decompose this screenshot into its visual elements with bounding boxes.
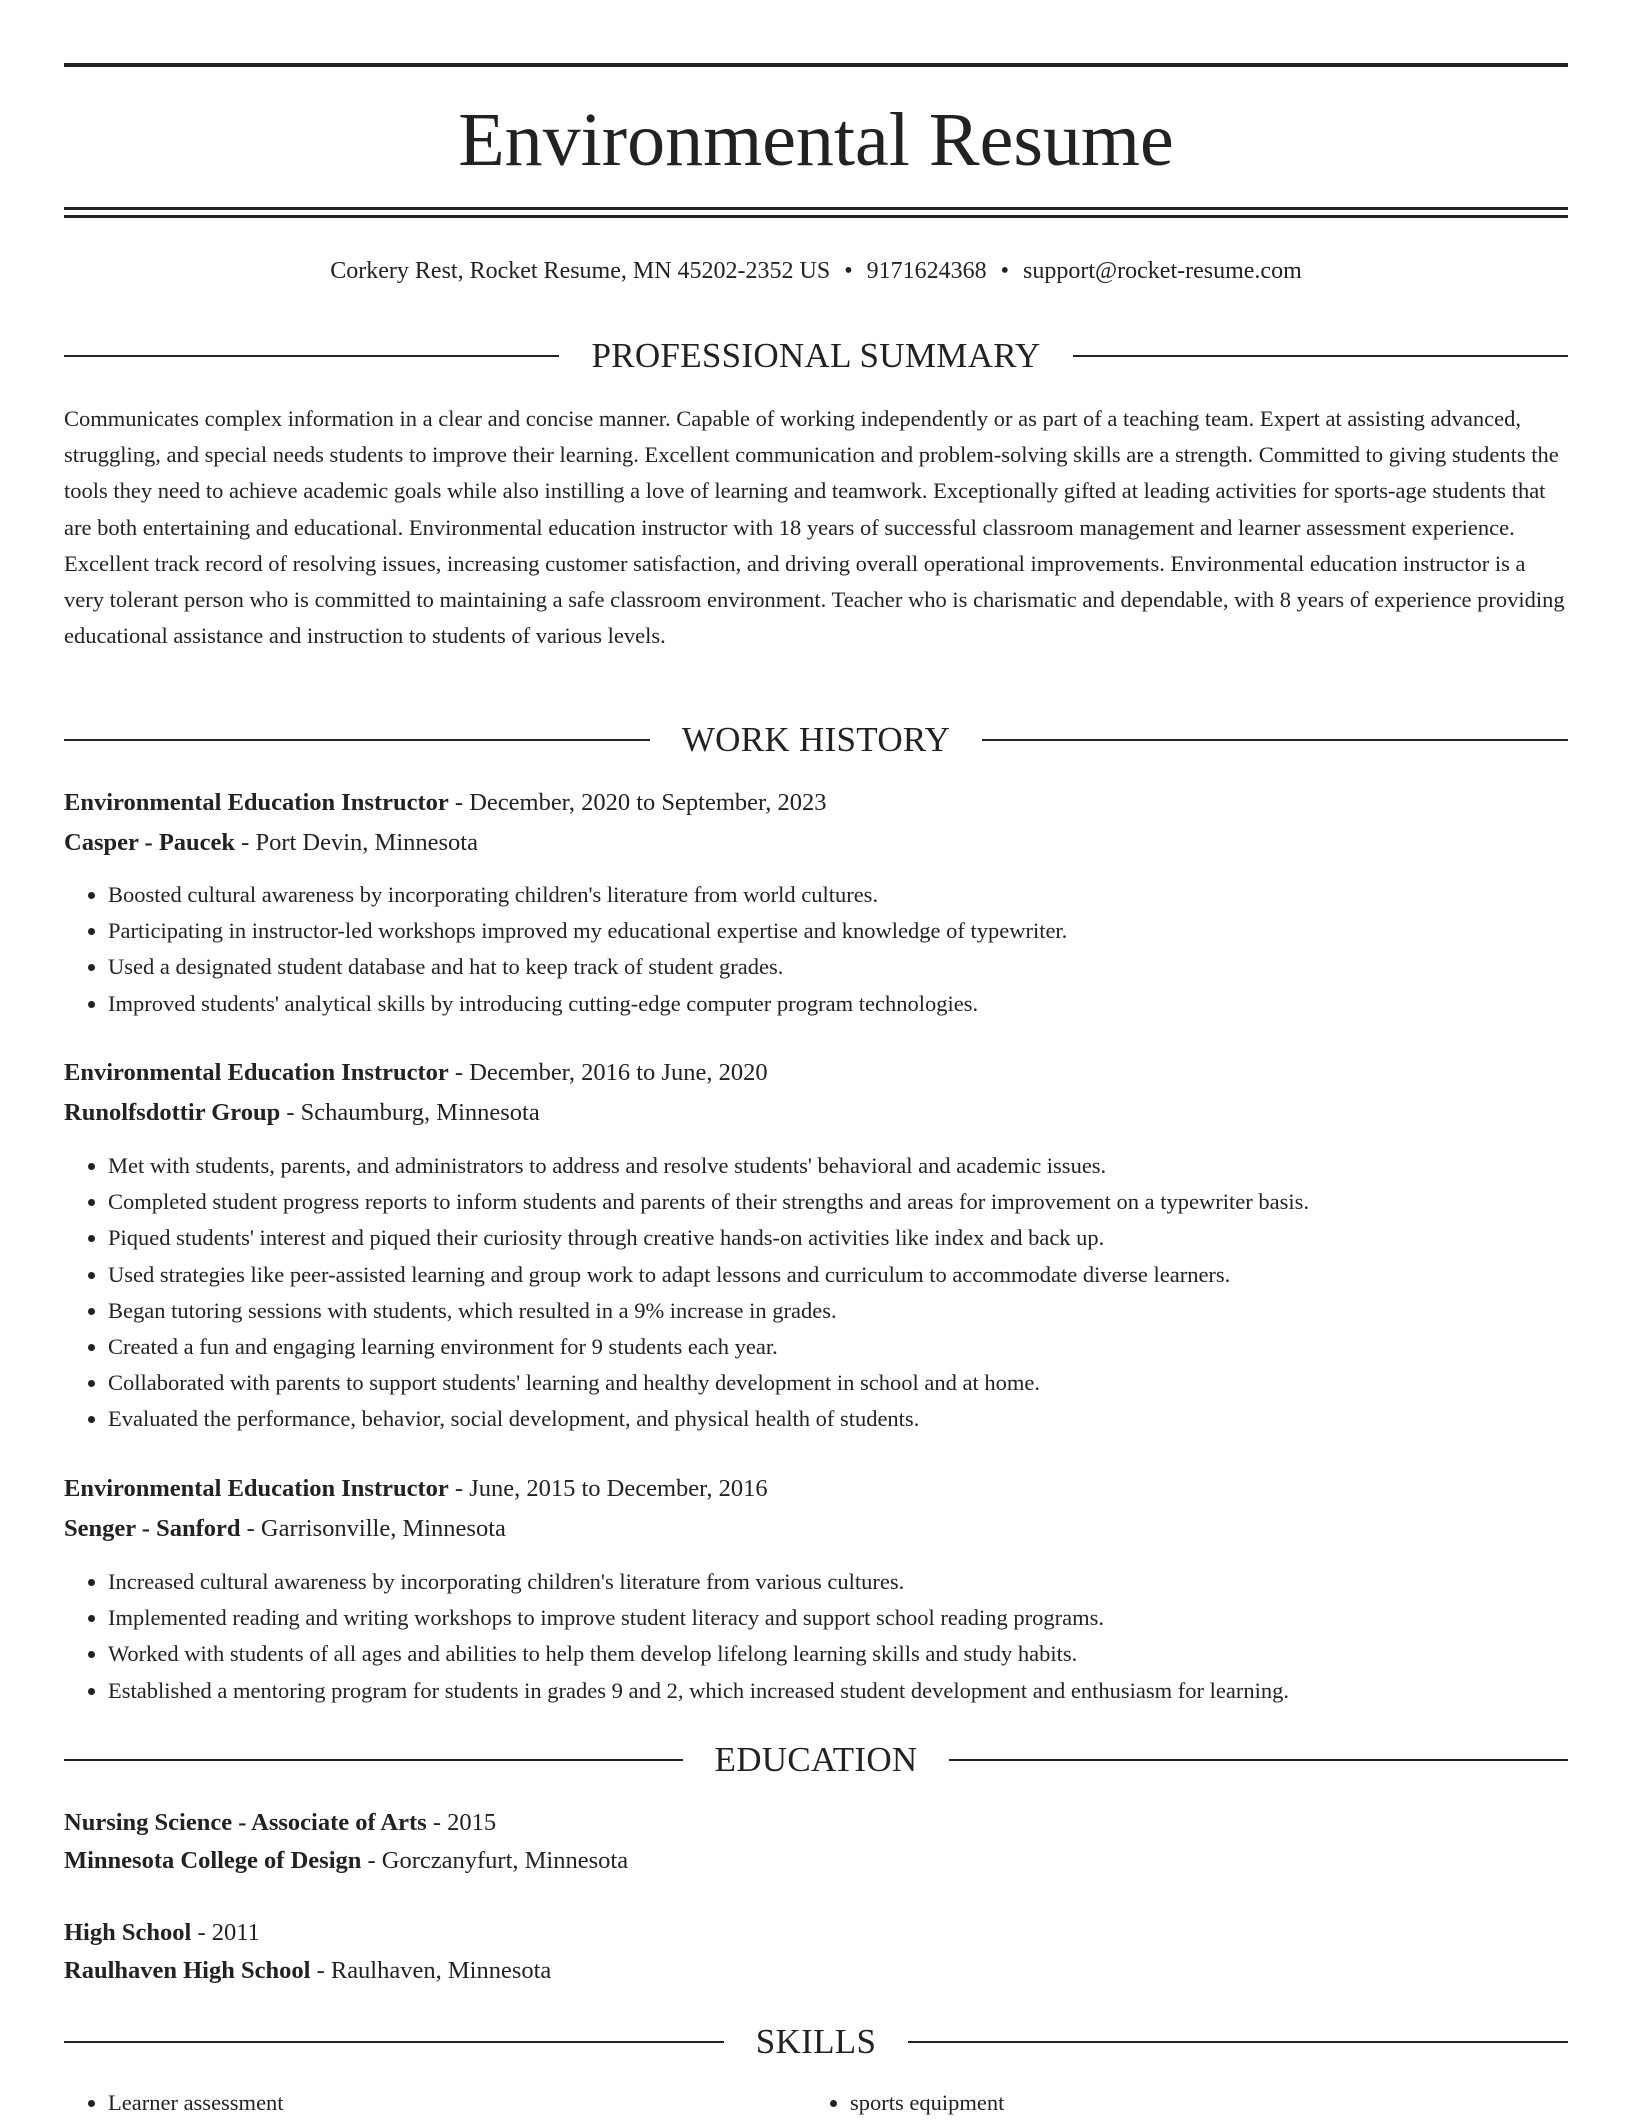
job-location: - Port Devin, Minnesota xyxy=(235,829,478,856)
skills-list-left xyxy=(64,2085,808,2121)
job-dates: - December, 2016 to June, 2020 xyxy=(448,1059,768,1086)
job-title: Environmental Education Instructor xyxy=(64,1059,449,1086)
job-company: Senger - Sanford xyxy=(64,1515,241,1542)
contact-separator: • xyxy=(1000,258,1010,284)
header-double-rule-top xyxy=(64,207,1568,210)
contact-email[interactable]: support@rocket-resume.com xyxy=(1023,258,1302,284)
resume-title: Environmental Resume xyxy=(458,98,1174,182)
job-company-line xyxy=(64,824,1568,862)
heading-rule xyxy=(64,2041,724,2043)
header-double-rule-bottom xyxy=(64,215,1568,218)
list-item: • Began tutoring sessions with students, which resulted in a 9% increase in grades. xyxy=(108,1293,1612,1329)
list-item: • Worked with students of all ages and abilities to help them develop lifelong learning skills and study habits. xyxy=(108,1636,1612,1672)
education-degree-line xyxy=(64,1914,1568,1952)
heading-rule xyxy=(64,739,650,741)
list-item: • Created a fun and engaging learning environment for 9 students each year. xyxy=(108,1329,1612,1365)
section-heading-work-history xyxy=(64,718,1568,762)
job-location: - Schaumburg, Minnesota xyxy=(280,1099,540,1126)
education-school-line xyxy=(64,1952,1568,1990)
list-item: • Improved students' analytical skills by introducing cutting-edge computer program technologies. xyxy=(108,986,1612,1022)
heading-rule xyxy=(949,1759,1568,1761)
contact-separator: • xyxy=(844,258,853,284)
section-heading-skills xyxy=(64,2020,1568,2064)
list-item: • Established a mentoring program for students in grades 9 and 2, which increased student development and enthusiasm for learning. xyxy=(108,1673,1612,1709)
heading-rule xyxy=(908,2041,1568,2043)
education-degree: Nursing Science - Associate of Arts xyxy=(64,1809,427,1836)
list-item: • Boosted cultural awareness by incorporating children's literature from world cultures. xyxy=(108,877,1612,913)
education-year: - 2011 xyxy=(191,1919,260,1946)
job-bullets xyxy=(64,1564,1612,1709)
education-degree-line xyxy=(64,1804,1568,1842)
list-item: • Implemented reading and writing workshops to improve student literacy and support school reading programs. xyxy=(108,1600,1612,1636)
heading-rule xyxy=(982,739,1568,741)
job-bullets xyxy=(64,877,1612,1022)
section-title: WORK HISTORY xyxy=(681,720,951,759)
list-item: • Used strategies like peer-assisted learning and group work to adapt lessons and curriculum to accommodate diverse learners. xyxy=(108,1257,1612,1293)
skill-item: • Learner assessment xyxy=(108,2085,808,2121)
education-school: Minnesota College of Design xyxy=(64,1847,362,1874)
list-item: • Met with students, parents, and administrators to address and resolve students' behavioral and academic issues. xyxy=(108,1148,1612,1184)
list-item: • Participating in instructor-led workshops improved my educational expertise and knowledge of typewriter. xyxy=(108,913,1612,949)
job-company-line xyxy=(64,1094,1568,1132)
job-title: Environmental Education Instructor xyxy=(64,1475,449,1502)
section-heading-summary xyxy=(64,334,1568,378)
education-year: - 2015 xyxy=(426,1809,497,1836)
job-title: Environmental Education Instructor xyxy=(64,789,449,816)
contact-line xyxy=(0,254,1632,288)
list-item: • Piqued students' interest and piqued their curiosity through creative hands-on activities like index and back up. xyxy=(108,1220,1612,1256)
job-company: Casper - Paucek xyxy=(64,829,236,856)
skill-item: • sports equipment xyxy=(850,2085,1550,2121)
education-school-line xyxy=(64,1842,1568,1880)
job-location: - Garrisonville, Minnesota xyxy=(240,1515,506,1542)
section-title: EDUCATION xyxy=(714,1740,918,1779)
contact-phone[interactable]: 9171624368 xyxy=(866,258,987,284)
education-school: Raulhaven High School xyxy=(64,1957,311,1984)
list-item: • Evaluated the performance, behavior, social development, and physical health of students. xyxy=(108,1401,1612,1437)
header-top-rule xyxy=(64,63,1568,67)
heading-rule xyxy=(64,355,559,357)
section-heading-education xyxy=(64,1738,1568,1782)
list-item: • Used a designated student database and hat to keep track of student grades. xyxy=(108,949,1612,985)
education-location: - Raulhaven, Minnesota xyxy=(310,1957,552,1984)
heading-rule xyxy=(64,1759,683,1761)
job-title-line xyxy=(64,1054,1568,1092)
summary-paragraph: Communicates complex information in a clear and concise manner. Capable of working independently or as part of a teaching team. Expert at assisting advanced, struggling, and special needs students to improve their learning. Excellent communication and problem-solving skills are a strength. Committed to giving students the tools they need to achieve academic goals while also instilling a love of learning and teamwork. Exceptionally gifted at leading activities for sports-age students that are both entertaining and educational. Environmental education instructor with 18 years of successful classroom management and learner assessment experience. Excellent track record of resolving issues, increasing customer satisfaction, and driving overall operational improvements. Environmental education instructor is a very tolerant person who is committed to maintaining a safe classroom environment. Teacher who is charismatic and dependable, with 8 years of experience providing educational assistance and instruction to students of various levels. xyxy=(64,406,1565,649)
job-company-line xyxy=(64,1510,1568,1548)
job-dates: - June, 2015 to December, 2016 xyxy=(448,1475,768,1502)
job-bullets xyxy=(64,1148,1612,1438)
job-title-line xyxy=(64,1470,1568,1508)
list-item: • Completed student progress reports to inform students and parents of their strengths and areas for improvement on a typewriter basis. xyxy=(108,1184,1612,1220)
list-item: • Collaborated with parents to support students' learning and healthy development in school and at home. xyxy=(108,1365,1612,1401)
contact-address: Corkery Rest, Rocket Resume, MN 45202-2352 US xyxy=(330,258,831,284)
section-title: SKILLS xyxy=(755,2022,877,2061)
section-title: PROFESSIONAL SUMMARY xyxy=(591,336,1041,375)
education-location: - Gorczanyfurt, Minnesota xyxy=(361,1847,629,1874)
list-item: • Increased cultural awareness by incorporating children's literature from various cultures. xyxy=(108,1564,1612,1600)
skills-list-right xyxy=(806,2085,1550,2121)
heading-rule xyxy=(1073,355,1568,357)
job-company: Runolfsdottir Group xyxy=(64,1099,281,1126)
job-title-line xyxy=(64,784,1568,822)
education-degree: High School xyxy=(64,1919,192,1946)
job-dates: - December, 2020 to September, 2023 xyxy=(448,789,827,816)
